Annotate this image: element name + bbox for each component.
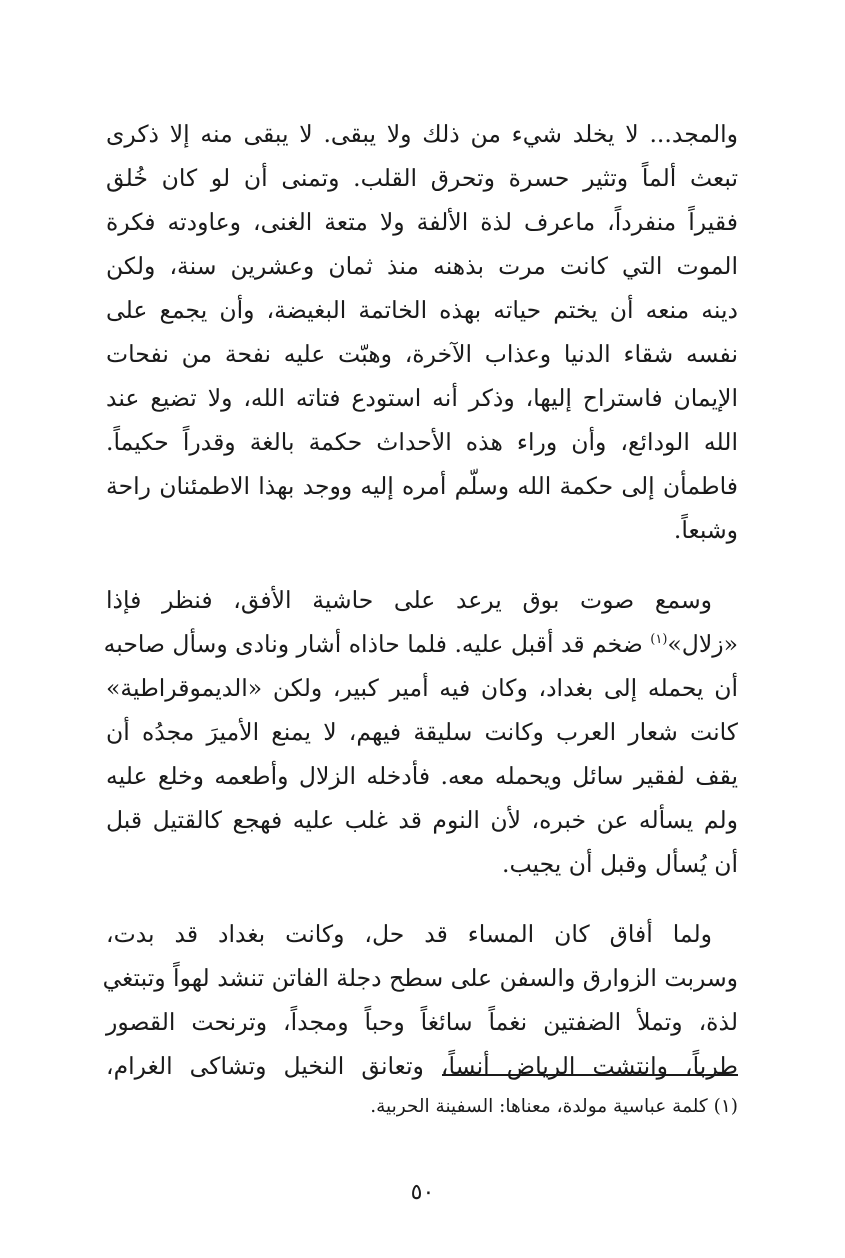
paragraph-2 (103, 578, 738, 886)
text-line: والمجد... لا يخلد شيء من ذلك ولا يبقى. لا يبقى منه إلا ذكرى (106, 120, 738, 148)
text-line: وسربت الزوارق والسفن على سطح دجلة الفاتن تنشد لهواً وتبتغي (102, 964, 738, 992)
footnote-divider (442, 1074, 738, 1076)
text-line-continuation: ضخم قد أقبل عليه. فلما حاذاه أشار ونادى وسأل صاحبه (103, 630, 651, 658)
text-line: يقف لفقير سائل ويحمله معه. فأدخله الزلال وأطعمه وخلع عليه (106, 762, 738, 790)
text-line: دينه منعه أن يختم حياته بهذه الخاتمة البغيضة، وأن يجمع على (106, 296, 738, 324)
text-line: وسمع صوت بوق يرعد على حاشية الأفق، فنظر فإذا (106, 586, 712, 614)
paragraph-1 (106, 112, 738, 552)
text-line: أن يُسأل وقبل أن يجيب. (501, 850, 738, 878)
text-line: الإيمان فاستراح إليها، وذكر أنه استودع فتاته الله، ولا تضيع عند (106, 384, 738, 412)
page-number: ٥٠ (410, 1180, 435, 1205)
text-line: تبعث ألماً وتثير حسرة وتحرق القلب. وتمنى أن لو كان خُلق (106, 164, 738, 192)
text-line: وشبعاً. (673, 516, 738, 544)
text-line: نفسه شقاء الدنيا وعذاب الآخرة، وهبّت عليه نفحة من نفحات (106, 340, 738, 368)
text-line: فاطمأن إلى حكمة الله وسلّم أمره إليه ووجد بهذا الاطمئنان راحة (106, 472, 738, 500)
text-line: الموت التي كانت مرت بذهنه منذ ثمان وعشرين سنة، ولكن (106, 252, 738, 280)
text-line: الله الودائع، وأن وراء هذه الأحداث حكمة بالغة وقدراً حكيماً. (106, 428, 738, 456)
text-line: فقيراً منفرداً، ماعرف لذة الألفة ولا متعة الغنى، وعاودته فكرة (106, 208, 738, 236)
text-line (103, 622, 738, 666)
text-line: ولما أفاق كان المساء قد حل، وكانت بغداد قد بدت، (106, 920, 712, 948)
text-line: طرباً، وانتشت الرياض أنساً، وتعانق النخيل وتشاكى الغرام، (106, 1052, 738, 1080)
text-line: لذة، وتملأ الضفتين نغماً سائغاً وحباً ومجداً، وترنحت القصور (106, 1008, 738, 1036)
paragraph-3 (102, 912, 738, 1088)
text-line: أن يحمله إلى بغداد، وكان فيه أمير كبير، ولكن «الديموقراطية» (106, 674, 738, 702)
footnote-reference[interactable]: (١) (650, 632, 668, 648)
page-body (102, 112, 738, 1088)
footnote: (١) كلمة عباسية مولدة، معناها: السفينة الحربية. (370, 1096, 738, 1117)
zalal-term: «زلال» (667, 630, 738, 658)
text-line: كانت شعار العرب وكانت سليقة فيهم، لا يمنع الأميرَ مجدُه أن (106, 718, 738, 746)
text-line: ولم يسأله عن خبره، لأن النوم قد غلب عليه فهجع كالقتيل قبل (106, 806, 738, 834)
paragraph-spacer (106, 886, 738, 912)
paragraph-spacer (106, 552, 738, 578)
